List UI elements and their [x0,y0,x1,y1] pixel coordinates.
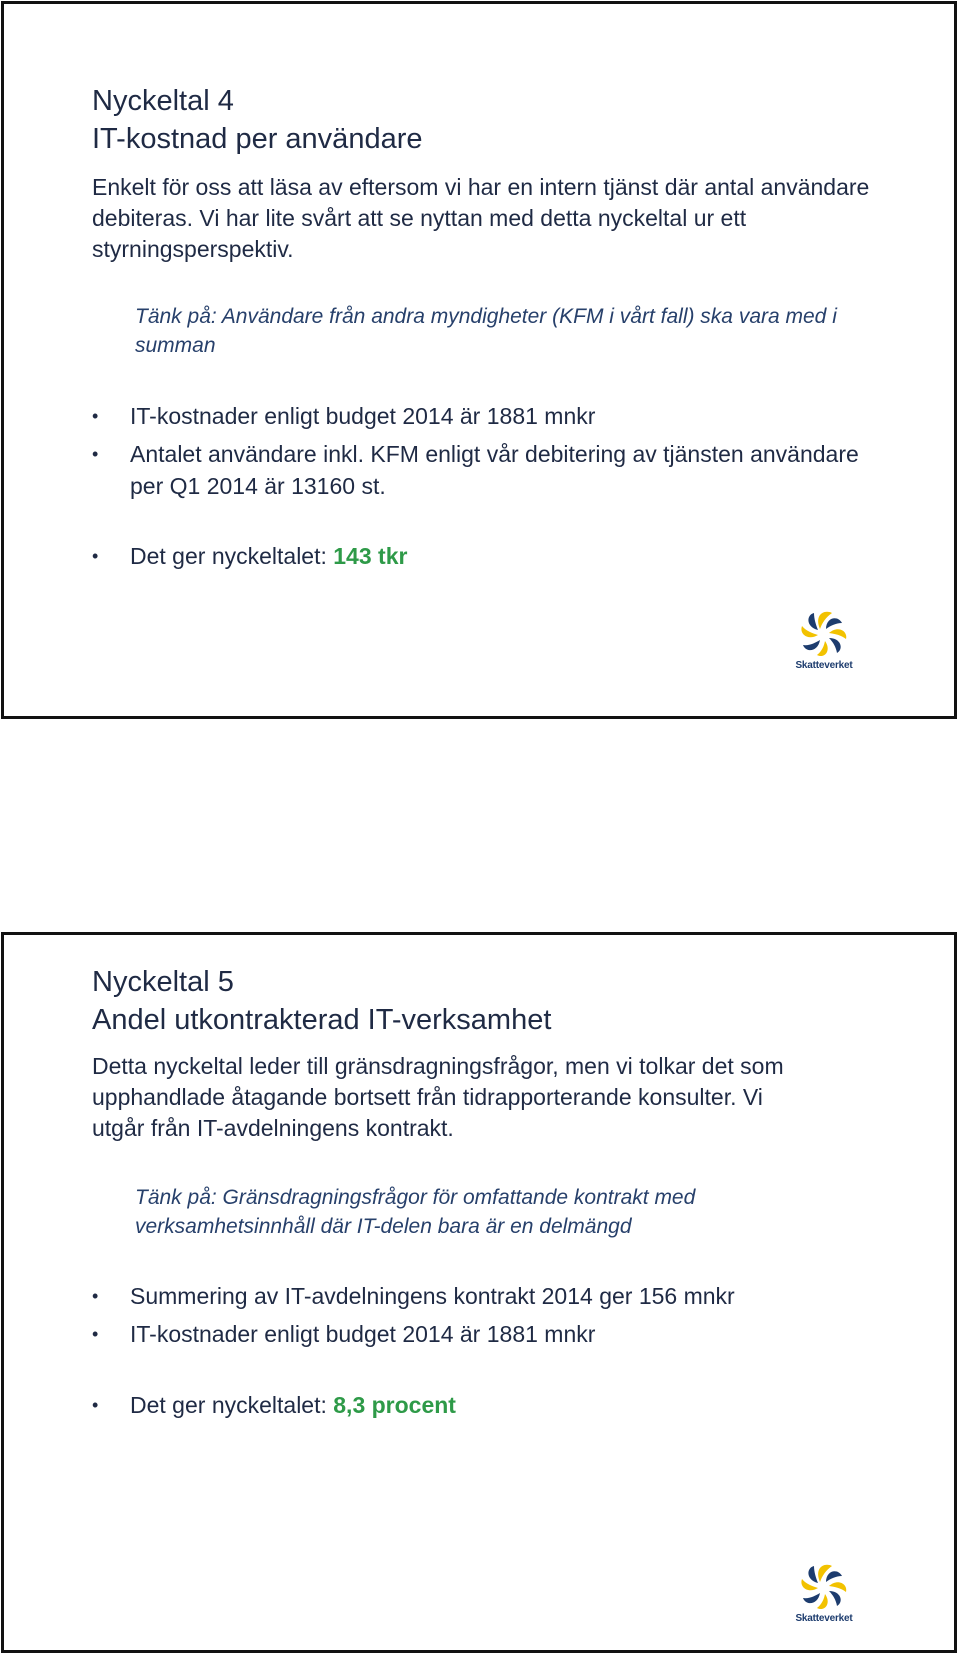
skatteverket-logo [789,607,859,671]
title-line-2: Andel utkontrakterad IT-verksamhet [92,1004,552,1036]
bullet-list [92,1280,892,1350]
skatteverket-logo [789,1560,859,1624]
bullet-item: • Antalet användare inkl. KFM enligt vår debitering av tjänsten användare per Q1 2014 är 13160 st. [92,441,859,499]
title-line-1: Nyckeltal 4 [92,85,234,117]
sunburst-icon [789,1560,859,1612]
logo-text: Skatteverket [795,1613,853,1624]
result-prefix: Det ger nyckeltalet: [130,543,334,569]
slide-nyckeltal-4 [1,1,957,719]
title-line-2: IT-kostnad per användare [92,123,423,155]
result-value: 8,3 procent [333,1392,456,1418]
bullet-item: • IT-kostnader enligt budget 2014 är 1881 mnkr [92,1321,596,1347]
logo-text: Skatteverket [795,660,853,671]
result-item: • Det ger nyckeltalet: 143 tkr [92,543,408,569]
result-list [92,1389,892,1421]
slide-nyckeltal-5 [1,932,957,1653]
title-line-1: Nyckeltal 5 [92,966,234,998]
result-value: 143 tkr [333,543,408,569]
result-item: • Det ger nyckeltalet: 8,3 procent [92,1392,456,1418]
sunburst-icon [789,607,859,659]
slide-title [92,963,551,1039]
result-prefix: Det ger nyckeltalet: [130,1392,334,1418]
note-text: Tänk på: Användare från andra myndigheter (KFM i vårt fall) ska vara med i summan [135,305,837,357]
bullet-list [92,400,892,502]
slide-title [92,82,422,158]
note-text: Tänk på: Gränsdragningsfrågor för omfattande kontrakt med verksamhetsinnhåll där IT-delen bara är en delmängd [135,1186,696,1238]
intro-text: Detta nyckeltal leder till gränsdragningsfrågor, men vi tolkar det som upphandlade åtagande bortsett från tidrapporterande konsulter. Vi utgår från IT-avdelningens kontrakt. [92,1053,784,1141]
bullet-item: • Summering av IT-avdelningens kontrakt 2014 ger 156 mnkr [92,1283,735,1309]
bullet-item: • IT-kostnader enligt budget 2014 är 1881 mnkr [92,403,596,429]
intro-text: Enkelt för oss att läsa av eftersom vi har en intern tjänst där antal användare debiteras. Vi har lite svårt att se nyttan med detta nyckeltal ur ett styrningsperspektiv. [92,174,870,262]
result-list [92,540,892,572]
